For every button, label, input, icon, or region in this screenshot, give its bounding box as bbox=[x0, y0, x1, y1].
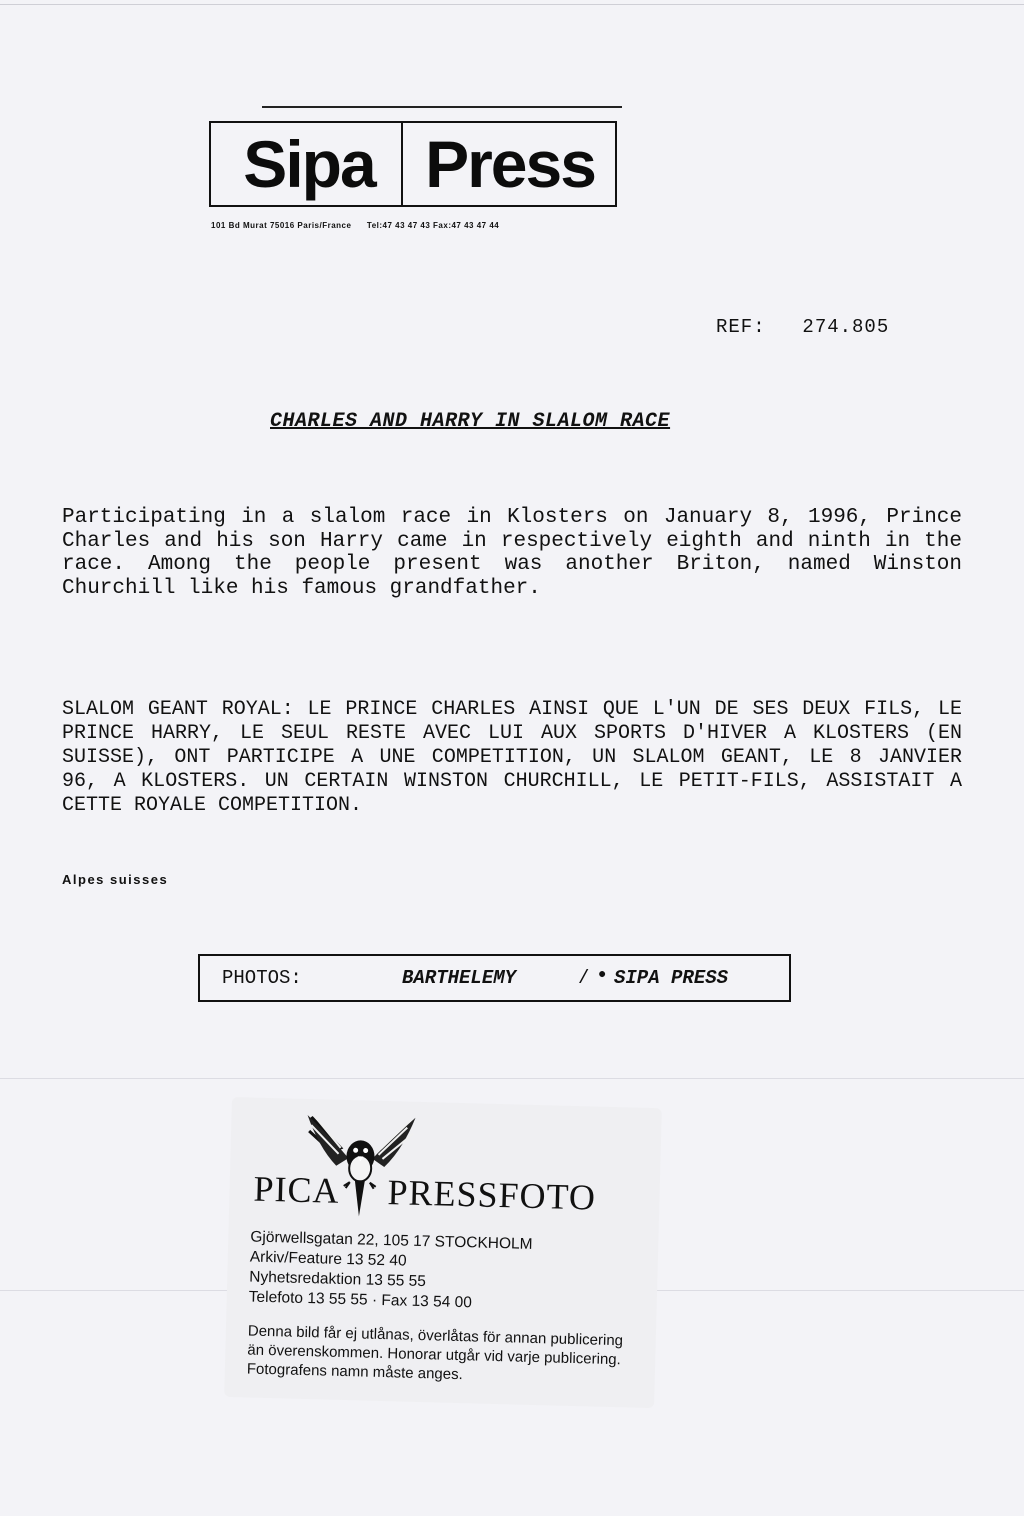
stamp-brand-pica: PICA bbox=[253, 1168, 341, 1211]
caption-french: SLALOM GEANT ROYAL: LE PRINCE CHARLES AINSI QUE L'UN DE SES DEUX FILS, LE PRINCE HARRY, LE SEUL RESTE AVEC LUI AUX SPORTS D'HIVER A KLOSTERS (EN SUISSE), ONT PARTICIPE A UNE COMPETITION, UN SLALOM GEANT, LE 8 JANVIER 96, A KLOSTERS. UN CERTAIN WINSTON CHURCHILL, LE PETIT-FILS, ASSISTAIT A CETTE ROYALE COMPETITION. bbox=[62, 698, 962, 817]
stamp-archive-phone: Arkiv/Feature 13 52 40 bbox=[249, 1248, 407, 1270]
stamp-usage-note: Denna bild får ej utlånas, överlåtas för annan publicering än överenskommen. Honorar utgår vid varje publicering. Fotografens namn måste anges. bbox=[246, 1322, 624, 1384]
logo-top-rule bbox=[262, 106, 622, 108]
bullet-icon: ● bbox=[598, 967, 607, 983]
logo-word-sipa: Sipa bbox=[243, 127, 375, 201]
photo-credit-box bbox=[198, 954, 791, 1002]
top-edge-line bbox=[0, 4, 1024, 5]
ref-label: REF: bbox=[716, 316, 766, 338]
stamp-contact-lines bbox=[248, 1228, 660, 1319]
caption-english: Participating in a slalom race in Klosters on January 8, 1996, Prince Charles and his son Harry came in respectively eighth and ninth in the race. Among the people present was another Briton, named Winston Churchill like his famous grandfather. bbox=[62, 506, 962, 600]
pica-pressfoto-stamp bbox=[224, 1097, 662, 1408]
fold-line bbox=[0, 1078, 1024, 1079]
logo-divider bbox=[401, 123, 403, 205]
photos-label: PHOTOS: bbox=[222, 967, 302, 989]
agency-contact: Tel:47 43 47 43 Fax:47 43 47 44 bbox=[366, 221, 500, 230]
stamp-telephoto-fax: Telefoto 13 55 55 · Fax 13 54 00 bbox=[248, 1288, 473, 1312]
photo-agency-name: SIPA PRESS bbox=[614, 967, 729, 989]
ref-value: 274.805 bbox=[802, 316, 890, 338]
logo-word-press: Press bbox=[425, 127, 595, 201]
credit-separator: / bbox=[578, 967, 590, 989]
location-note: Alpes suisses bbox=[62, 872, 169, 887]
stamp-address: Gjörwellsgatan 22, 105 17 STOCKHOLM bbox=[250, 1228, 533, 1253]
agency-address: 101 Bd Murat 75016 Paris/France bbox=[211, 221, 352, 230]
reference-number bbox=[716, 316, 889, 338]
agency-address-line bbox=[211, 221, 631, 230]
stamp-newsdesk-phone: Nyhetsredaktion 13 55 55 bbox=[249, 1268, 427, 1291]
stamp-brand-pressfoto: PRESSFOTO bbox=[387, 1172, 597, 1218]
photographer-name: BARTHELEMY bbox=[402, 967, 517, 989]
headline: CHARLES AND HARRY IN SLALOM RACE bbox=[270, 410, 671, 433]
sipa-press-logo bbox=[209, 121, 617, 207]
